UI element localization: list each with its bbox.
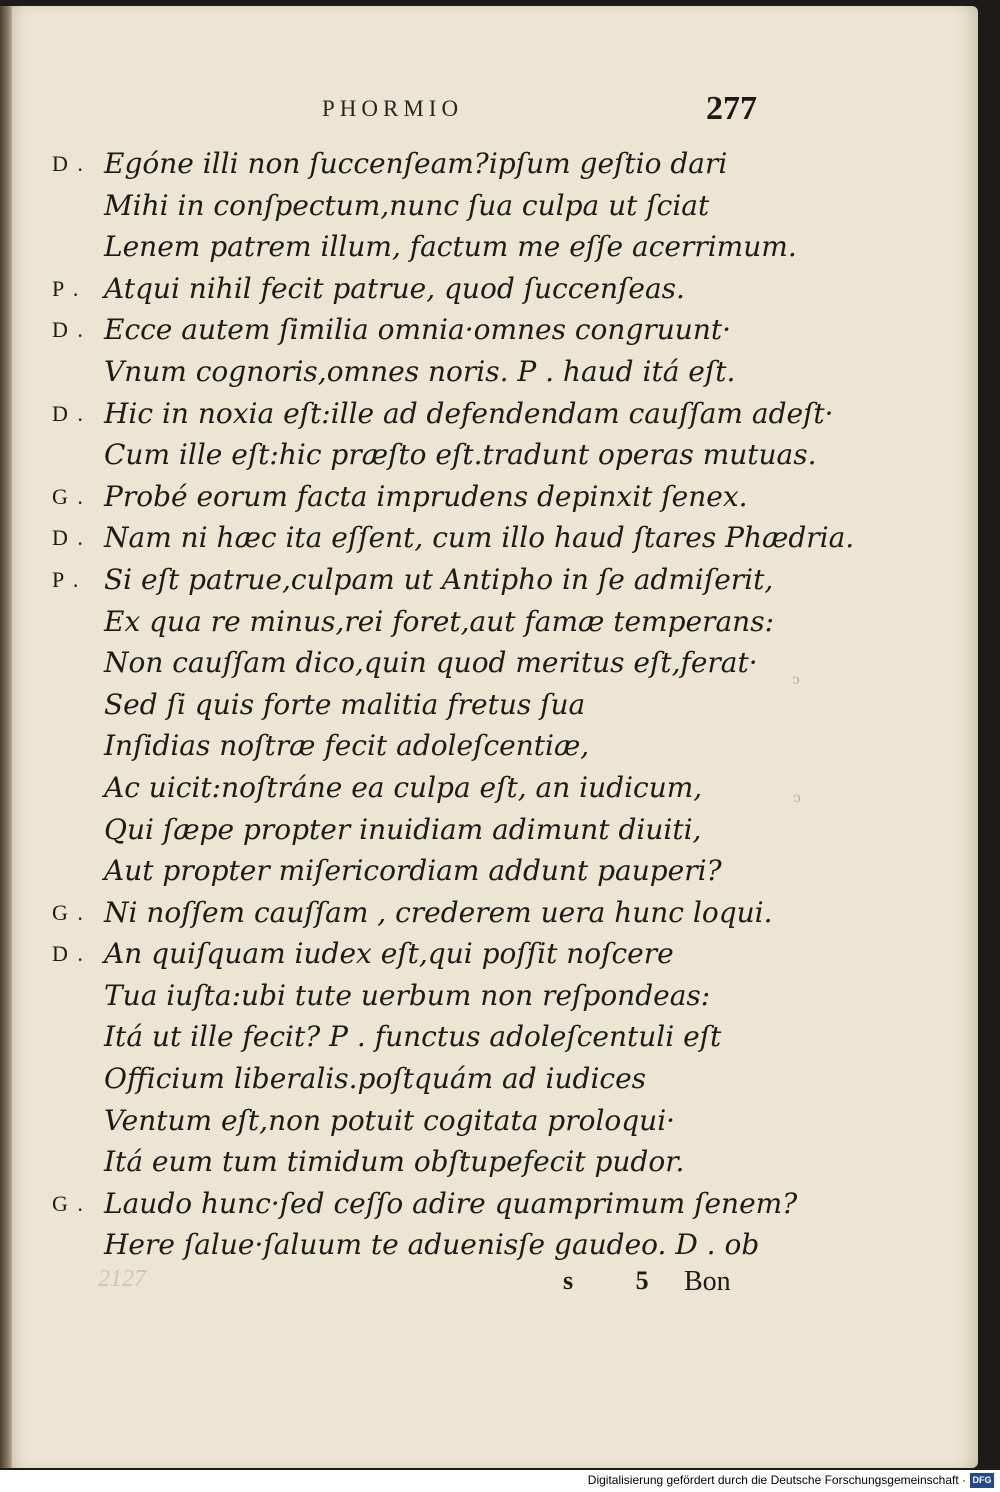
catchword: Bon bbox=[684, 1266, 731, 1297]
verse-text: Itá ut ille fecit? P . functus adoleſcentuli eſt bbox=[104, 1020, 722, 1054]
verse-line bbox=[0, 725, 1000, 767]
verse-text: Si eſt patrue,culpam ut Antipho in ſe admiſerit, bbox=[104, 562, 774, 596]
speaker-label: G . bbox=[52, 899, 85, 925]
verse-line bbox=[0, 767, 1000, 809]
verse-text: Ex qua re minus,rei foret,aut famæ temperans: bbox=[104, 604, 775, 638]
verse-text: Egóne illi non ſuccenſeam?ipſum geſtio dari bbox=[104, 147, 728, 180]
speaker-label: D . bbox=[52, 941, 85, 967]
verse-text: Qui ſæpe propter inuidiam adimunt diuiti, bbox=[104, 812, 702, 846]
verse-text: Here ſalue·ſaluum te aduenisſe gaudeo. D . ob bbox=[104, 1228, 760, 1262]
funding-credit: Digitalisierung gefördert durch die Deutsche Forschungsgemeinschaft · bbox=[587, 1473, 966, 1487]
verse-text: Ac uicit:noſtráne ea culpa eſt, an iudicum, bbox=[104, 770, 703, 804]
verse-line bbox=[0, 1016, 1000, 1058]
verse-line bbox=[0, 1141, 1000, 1183]
margin-mark: ͻ bbox=[793, 790, 801, 806]
page-number: 277 bbox=[706, 90, 757, 127]
verse-block bbox=[0, 143, 1000, 1266]
speaker-label: D . bbox=[52, 151, 85, 176]
verse-text: Nam ni hæc ita eſſent, cum illo haud ſtares Phædria. bbox=[104, 521, 855, 555]
verse-line bbox=[0, 226, 1000, 268]
verse-line bbox=[0, 601, 1000, 643]
speaker-label: G . bbox=[52, 1190, 85, 1216]
verse-text: Aut propter miſericordiam addunt pauperi? bbox=[104, 854, 722, 888]
speaker-label: D . bbox=[52, 317, 85, 343]
verse-line bbox=[0, 975, 1000, 1017]
verse-text: An quiſquam iudex eſt,qui poſſit noſcere bbox=[104, 937, 674, 971]
verse-text: Itá eum tum timidum obſtupefecit pudor. bbox=[104, 1145, 685, 1179]
verse-line bbox=[0, 642, 1000, 684]
verse-line bbox=[0, 1058, 1000, 1100]
verse-text: Officium liberalis.poſtquám ad iudices bbox=[104, 1062, 647, 1096]
verse-text: Sed ſi quis forte malitia fretus ſua bbox=[104, 687, 586, 721]
verse-text: Ventum eſt,non potuit cogitata proloqui· bbox=[104, 1103, 676, 1137]
verse-text: Lenem patrem illum, factum me eſſe acerrimum. bbox=[104, 230, 797, 264]
verse-line bbox=[0, 185, 1000, 227]
speaker-label: D . bbox=[52, 525, 85, 551]
verse-text: Inſidias noſtræ fecit adoleſcentiæ, bbox=[104, 729, 590, 763]
verse-text: Mihi in conſpectum,nunc ſua culpa ut ſciat bbox=[104, 188, 710, 222]
signature-mark: s 5 bbox=[563, 1266, 677, 1295]
verse-line bbox=[0, 476, 1000, 518]
verse-line bbox=[0, 559, 1000, 601]
dfg-logo-icon: DFG bbox=[970, 1473, 994, 1488]
verse-line bbox=[0, 268, 1000, 310]
catchline bbox=[0, 1266, 1000, 1306]
verse-line bbox=[0, 684, 1000, 726]
running-title: PHORMIO bbox=[322, 96, 464, 121]
verse-text: Atqui nihil fecit patrue, quod ſuccenſeas. bbox=[104, 271, 685, 305]
verse-line bbox=[0, 850, 1000, 892]
verse-line bbox=[0, 434, 1000, 476]
verse-line bbox=[0, 143, 1000, 185]
verse-line bbox=[0, 393, 1000, 435]
margin-mark: ͻ bbox=[792, 672, 800, 688]
verse-text: Probé eorum facta imprudens depinxit ſenex. bbox=[104, 479, 748, 513]
verse-line bbox=[0, 1224, 1000, 1266]
page-header bbox=[0, 90, 1000, 136]
verse-text: Ecce autem ſimilia omnia·omnes congruunt· bbox=[104, 313, 732, 347]
speaker-label: G . bbox=[52, 483, 85, 509]
verse-text: Vnum cognoris,omnes noris. P . haud itá eſt. bbox=[104, 354, 736, 388]
verse-text: Ni noſſem cauſſam , crederem uera hunc loqui. bbox=[104, 895, 773, 929]
verse-text: Hic in noxia eſt:ille ad defendendam cauſſam adeſt· bbox=[104, 396, 834, 430]
verse-line bbox=[0, 892, 1000, 934]
verse-line bbox=[0, 351, 1000, 393]
verse-text: Cum ille eſt:hic præſto eſt.tradunt operas mutuas. bbox=[104, 438, 817, 472]
verse-line bbox=[0, 309, 1000, 351]
faded-library-mark: 2127 bbox=[98, 1266, 146, 1292]
verse-text: Laudo hunc·ſed ceſſo adire quamprimum ſenem? bbox=[104, 1186, 798, 1220]
verse-line bbox=[0, 1100, 1000, 1142]
digitization-footer bbox=[0, 1470, 1000, 1492]
verse-line bbox=[0, 809, 1000, 851]
verse-line bbox=[0, 517, 1000, 559]
verse-text: Tua iuſta:ubi tute uerbum non reſpondeas: bbox=[104, 978, 711, 1012]
verse-text: Non cauſſam dico,quin quod meritus eſt,ferat· bbox=[104, 646, 758, 680]
speaker-label: D . bbox=[52, 400, 85, 426]
verse-line bbox=[0, 1183, 1000, 1225]
speaker-label: P . bbox=[52, 566, 81, 592]
verse-line bbox=[0, 933, 1000, 975]
speaker-label: P . bbox=[52, 275, 81, 301]
